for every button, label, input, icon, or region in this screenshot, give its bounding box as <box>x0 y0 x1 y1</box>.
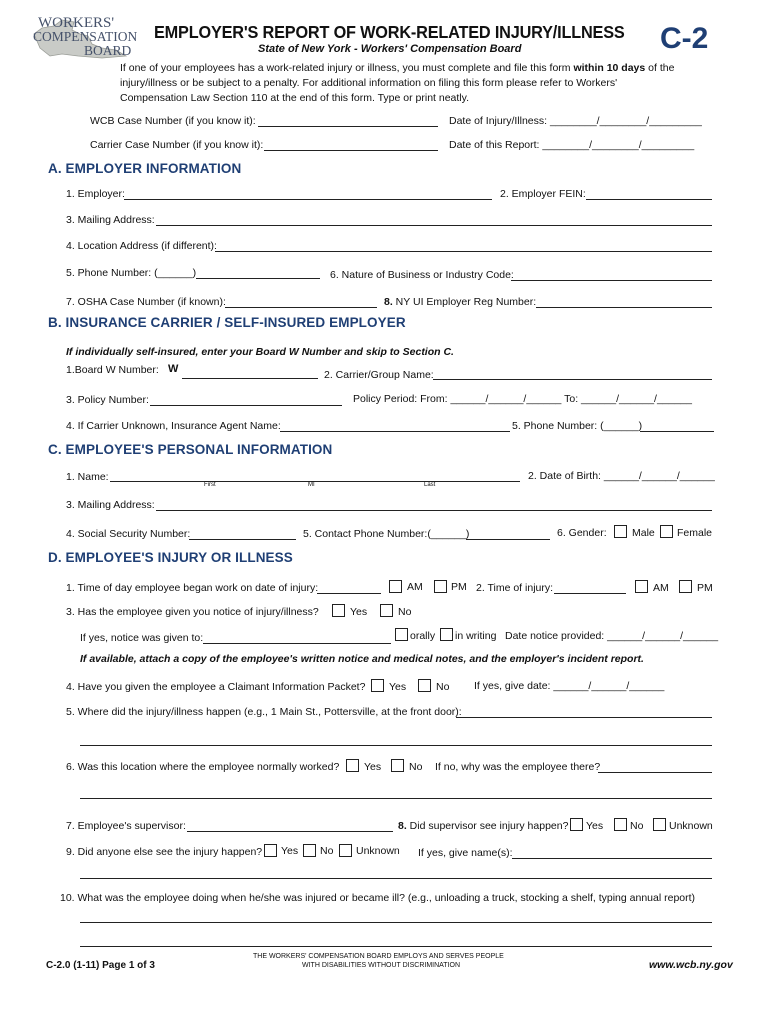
intro-line3: Compensation Law Section 110 at the end of this form. Type or print neatly. <box>120 92 470 104</box>
packet-no-label: No <box>436 681 450 693</box>
packet-yes-checkbox[interactable] <box>371 679 384 692</box>
employee-mailing-field[interactable] <box>156 510 712 511</box>
carrier-phone-field[interactable] <box>640 431 714 432</box>
packet-date-field[interactable]: If yes, give date: ______/______/______ <box>474 680 665 692</box>
attach-note: If available, attach a copy of the employee's written notice and medical notes, and the employer's incident report. <box>80 653 644 665</box>
contact-phone-label: 5. Contact Phone Number:(______) <box>303 528 470 540</box>
employer-label: 1. Employer: <box>66 188 125 200</box>
employer-mailing-label: 3. Mailing Address: <box>66 214 155 226</box>
osha-case-field[interactable] <box>225 307 377 308</box>
normal-location-question: 6. Was this location where the employee normally worked? <box>66 761 340 773</box>
notice-orally-label: orally <box>410 630 436 642</box>
policy-number-label: 3. Policy Number: <box>66 394 149 406</box>
normal-location-no-checkbox[interactable] <box>391 759 404 772</box>
why-there-label: If no, why was the employee there? <box>435 761 601 773</box>
witness-names-field-1[interactable] <box>512 858 712 859</box>
insurance-agent-field[interactable] <box>280 431 510 432</box>
injury-am-label: AM <box>653 582 669 594</box>
location-address-label: 4. Location Address (if different): <box>66 240 217 252</box>
policy-period-field[interactable]: Policy Period: From: ______/______/______ To: ______/______/______ <box>353 393 692 405</box>
supervisor-saw-question <box>398 820 568 832</box>
injury-time-field[interactable] <box>554 593 626 594</box>
ny-ui-field[interactable] <box>536 307 712 308</box>
notice-yes-label: Yes <box>350 606 368 618</box>
carrier-name-field[interactable] <box>433 379 712 380</box>
gender-male-label: Male <box>632 527 655 539</box>
witness-unknown-checkbox[interactable] <box>339 844 352 857</box>
employer-field[interactable] <box>124 199 492 200</box>
employee-name-label: 1. Name: <box>66 471 109 483</box>
supervisor-field[interactable] <box>187 831 393 832</box>
footer-form-id: C-2.0 (1-11) Page 1 of 3 <box>46 960 155 971</box>
gender-female-label: Female <box>677 527 713 539</box>
supervisor-no-label: No <box>630 820 644 832</box>
carrier-case-field[interactable] <box>264 150 438 151</box>
employer-fein-label: 2. Employer FEIN: <box>500 188 586 200</box>
date-of-report-field[interactable]: Date of this Report: ________/________/_________ <box>449 139 695 151</box>
name-first-caption: First <box>204 482 216 488</box>
notice-no-checkbox[interactable] <box>380 604 393 617</box>
start-am-checkbox[interactable] <box>389 580 402 593</box>
section-a-title: A. EMPLOYER INFORMATION <box>48 161 242 176</box>
employer-mailing-field[interactable] <box>156 225 712 226</box>
injury-location-field-1[interactable] <box>456 717 712 718</box>
carrier-name-label: 2. Carrier/Group Name: <box>324 369 434 381</box>
date-notice-field[interactable]: Date notice provided: ______/______/______ <box>505 630 719 642</box>
activity-question: 10. What was the employee doing when he/she was injured or became ill? (e.g., unloading a truck, stocking a shelf, typing annual report) <box>60 892 696 904</box>
intro-line1a: If one of your employees has a work-related injury or illness, you must complete and file this form <box>120 62 574 74</box>
injury-time-label: 2. Time of injury: <box>476 582 554 594</box>
witness-no-label: No <box>320 845 334 857</box>
logo-text-workers: WORKERS' <box>38 15 115 31</box>
injury-pm-label: PM <box>697 582 713 594</box>
board-w-label: 1.Board W Number: <box>66 364 159 376</box>
packet-question: 4. Have you given the employee a Claimant Information Packet? <box>66 681 366 693</box>
injury-location-question: 5. Where did the injury/illness happen (e.g., 1 Main St., Pottersville, at the front door): <box>66 706 462 718</box>
nature-business-label: 6. Nature of Business or Industry Code: <box>330 269 514 281</box>
carrier-case-label: Carrier Case Number (if you know it): <box>90 139 264 151</box>
intro-text <box>120 61 674 106</box>
date-of-injury-field[interactable]: Date of Injury/Illness: ________/________/_________ <box>449 115 702 127</box>
start-time-field[interactable] <box>317 593 381 594</box>
logo-text-compensation: COMPENSATION <box>33 29 138 44</box>
form-title: EMPLOYER'S REPORT OF WORK-RELATED INJURY/ILLNESS <box>154 22 625 42</box>
activity-field-1[interactable] <box>80 922 712 923</box>
form-subtitle: State of New York - Workers' Compensation Board <box>258 43 522 55</box>
section-b-title: B. INSURANCE CARRIER / SELF-INSURED EMPLOYER <box>48 315 406 330</box>
supervisor-no-checkbox[interactable] <box>614 818 627 831</box>
footer-url[interactable]: www.wcb.ny.gov <box>649 959 733 971</box>
policy-number-field[interactable] <box>150 405 342 406</box>
intro-line1c: of the <box>645 62 675 74</box>
witness-yes-checkbox[interactable] <box>264 844 277 857</box>
supervisor-unknown-checkbox[interactable] <box>653 818 666 831</box>
witness-names-field-2[interactable] <box>80 878 712 879</box>
gender-female-checkbox[interactable] <box>660 525 673 538</box>
employer-phone-label: 5. Phone Number: (______) <box>66 267 197 279</box>
supervisor-saw-number: 8. <box>398 820 407 832</box>
injury-am-checkbox[interactable] <box>635 580 648 593</box>
location-address-field[interactable] <box>215 251 712 252</box>
notice-question: 3. Has the employee given you notice of injury/illness? <box>66 606 319 618</box>
ny-ui-label <box>384 296 536 308</box>
supervisor-saw-text: Did supervisor see injury happen? <box>406 820 569 832</box>
start-time-label: 1. Time of day employee began work on date of injury: <box>66 582 319 594</box>
witness-unknown-label: Unknown <box>356 845 400 857</box>
board-w-field[interactable] <box>182 378 318 379</box>
notice-writing-checkbox[interactable] <box>440 628 453 641</box>
intro-deadline: within 10 days <box>573 62 646 74</box>
logo-text-board: BOARD <box>84 43 132 58</box>
start-pm-label: PM <box>451 581 467 593</box>
supervisor-yes-label: Yes <box>586 820 604 832</box>
injury-pm-checkbox[interactable] <box>679 580 692 593</box>
notice-yes-checkbox[interactable] <box>332 604 345 617</box>
normal-location-yes-label: Yes <box>364 761 382 773</box>
footer-notice-2: WITH DISABILITIES WITHOUT DISCRIMINATION <box>302 962 461 969</box>
normal-location-yes-checkbox[interactable] <box>346 759 359 772</box>
start-pm-checkbox[interactable] <box>434 580 447 593</box>
insurance-agent-label: 4. If Carrier Unknown, Insurance Agent Name: <box>66 420 281 432</box>
witness-yes-label: Yes <box>281 845 299 857</box>
contact-phone-field[interactable] <box>466 539 550 540</box>
packet-no-checkbox[interactable] <box>418 679 431 692</box>
wcb-logo <box>32 14 138 60</box>
normal-location-no-label: No <box>409 761 423 773</box>
employee-mailing-label: 3. Mailing Address: <box>66 499 155 511</box>
wcb-case-field[interactable] <box>258 126 438 127</box>
employer-fein-field[interactable] <box>586 199 712 200</box>
injury-location-field-2[interactable] <box>80 745 712 746</box>
ssn-field[interactable] <box>189 539 296 540</box>
ssn-label: 4. Social Security Number: <box>66 528 191 540</box>
employer-phone-field[interactable] <box>196 278 320 279</box>
start-am-label: AM <box>407 581 423 593</box>
gender-male-checkbox[interactable] <box>614 525 627 538</box>
intro-line2: injury/illness or be subject to a penalty. For additional information on filing this form please refer to Workers' <box>120 77 618 89</box>
supervisor-yes-checkbox[interactable] <box>570 818 583 831</box>
nature-business-field[interactable] <box>511 280 712 281</box>
notice-given-to-field[interactable] <box>203 643 391 644</box>
witness-no-checkbox[interactable] <box>303 844 316 857</box>
ny-ui-text: NY UI Employer Reg Number: <box>392 296 537 308</box>
self-insured-note: If individually self-insured, enter your Board W Number and skip to Section C. <box>66 346 454 358</box>
witness-names-label: If yes, give name(s): <box>418 847 513 859</box>
form-code: C-2 <box>660 22 709 55</box>
notice-writing-label: in writing <box>455 630 497 642</box>
why-there-field-2[interactable] <box>80 798 712 799</box>
wcb-case-label: WCB Case Number (if you know it): <box>90 115 256 127</box>
carrier-phone-label: 5. Phone Number: (______) <box>512 420 643 432</box>
name-last-caption: Last <box>424 482 436 488</box>
notice-given-to-label: If yes, notice was given to: <box>80 632 204 644</box>
footer-notice-1: THE WORKERS' COMPENSATION BOARD EMPLOYS AND SERVES PEOPLE <box>253 953 504 960</box>
notice-orally-checkbox[interactable] <box>395 628 408 641</box>
supervisor-unknown-label: Unknown <box>669 820 713 832</box>
date-of-birth-field[interactable]: 2. Date of Birth: ______/______/______ <box>528 470 715 482</box>
section-c-title: C. EMPLOYEE'S PERSONAL INFORMATION <box>48 442 333 457</box>
why-there-field-1[interactable] <box>598 772 712 773</box>
notice-no-label: No <box>398 606 412 618</box>
osha-case-label: 7. OSHA Case Number (if known): <box>66 296 226 308</box>
name-mi-caption: MI <box>308 482 315 488</box>
activity-field-2[interactable] <box>80 946 712 947</box>
supervisor-label: 7. Employee's supervisor: <box>66 820 186 832</box>
employee-name-field[interactable] <box>110 481 520 482</box>
gender-label: 6. Gender: <box>557 527 607 539</box>
witness-question: 9. Did anyone else see the injury happen? <box>66 846 263 858</box>
section-d-title: D. EMPLOYEE'S INJURY OR ILLNESS <box>48 550 293 565</box>
ny-ui-number: 8. <box>384 296 393 308</box>
packet-yes-label: Yes <box>389 681 407 693</box>
board-w-prefix: W <box>168 363 179 375</box>
